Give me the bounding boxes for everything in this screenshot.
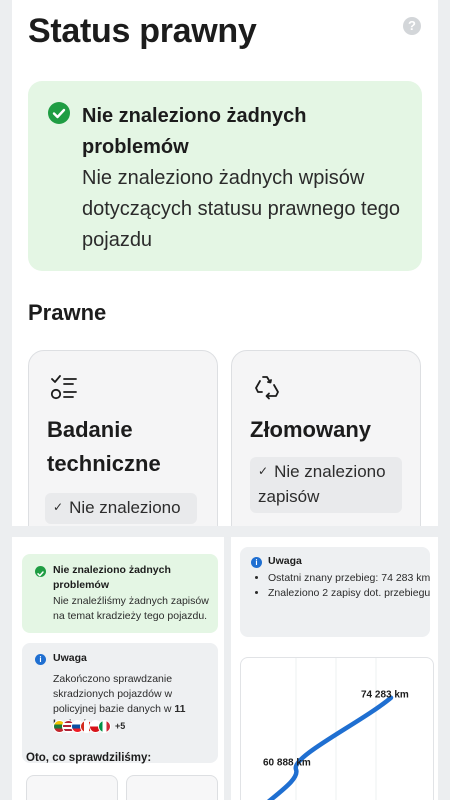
mileage-panel <box>231 537 438 800</box>
status-pill <box>45 493 197 524</box>
section-title: Prawne <box>28 300 107 325</box>
card-title: Złomowany <box>250 417 372 442</box>
theft-result-description: Nie znaleźliśmy żadnych zapisów na temat kradzieży tego pojazdu. <box>53 595 209 622</box>
mileage-bullets <box>254 571 438 601</box>
mileage-chart <box>240 657 434 800</box>
mileage-series-line <box>241 698 391 800</box>
mileage-note-box <box>240 547 430 637</box>
status-text: Nie znaleziono zapisów <box>258 462 386 506</box>
check-circle-icon <box>35 566 46 577</box>
note-title: Uwaga <box>268 555 302 567</box>
data-label: 60 888 km <box>263 757 311 769</box>
mileage-chart-svg <box>241 658 433 800</box>
legal-status-panel <box>12 0 438 526</box>
checked-item-card[interactable] <box>126 775 218 800</box>
question-icon[interactable]: ? <box>403 17 421 35</box>
bullet-item: • Ostatni znany przebieg: 74 283 km <box>268 571 438 586</box>
check-icon: ✓ <box>258 464 269 478</box>
theft-check-panel <box>12 537 224 800</box>
checklist-icon <box>49 373 79 403</box>
check-circle-icon <box>48 102 70 124</box>
theft-result-title: Nie znaleziono żadnych problemów <box>53 564 171 591</box>
check-icon: ✓ <box>53 500 64 514</box>
checked-title: Oto, co sprawdziliśmy: <box>26 752 152 764</box>
scrapped-card[interactable] <box>231 350 421 526</box>
result-title: Nie znaleziono żadnych problemów <box>82 105 307 158</box>
bullet-item: • Znaleziono 2 zapisy dot. przebiegu <box>268 586 438 601</box>
data-label: 74 283 km <box>361 689 409 701</box>
result-description: Nie znaleziono żadnych wpisów dotyczących statusu prawnego tego pojazdu <box>82 167 400 251</box>
no-problems-box <box>28 81 422 271</box>
info-icon: i <box>35 654 46 665</box>
panel-gap <box>0 526 450 537</box>
card-title: Badanie techniczne <box>47 417 161 476</box>
note-title: Uwaga <box>53 652 87 664</box>
info-icon: i <box>251 557 262 568</box>
note-description: Zakończono sprawdzanie skradzionych pojazdów w policyjnej bazie danych w 11 <box>53 673 186 715</box>
flag-italy-icon <box>98 720 111 733</box>
checked-item-card[interactable] <box>26 775 118 800</box>
page-title: Status prawny <box>28 12 257 50</box>
theft-note-box <box>22 643 218 763</box>
recycle-icon <box>252 373 282 403</box>
more-countries-count: +5 <box>115 721 126 731</box>
status-pill <box>250 457 402 513</box>
status-text: Nie znaleziono <box>69 498 181 517</box>
theft-result-box <box>22 554 218 633</box>
inspection-card[interactable] <box>28 350 218 526</box>
